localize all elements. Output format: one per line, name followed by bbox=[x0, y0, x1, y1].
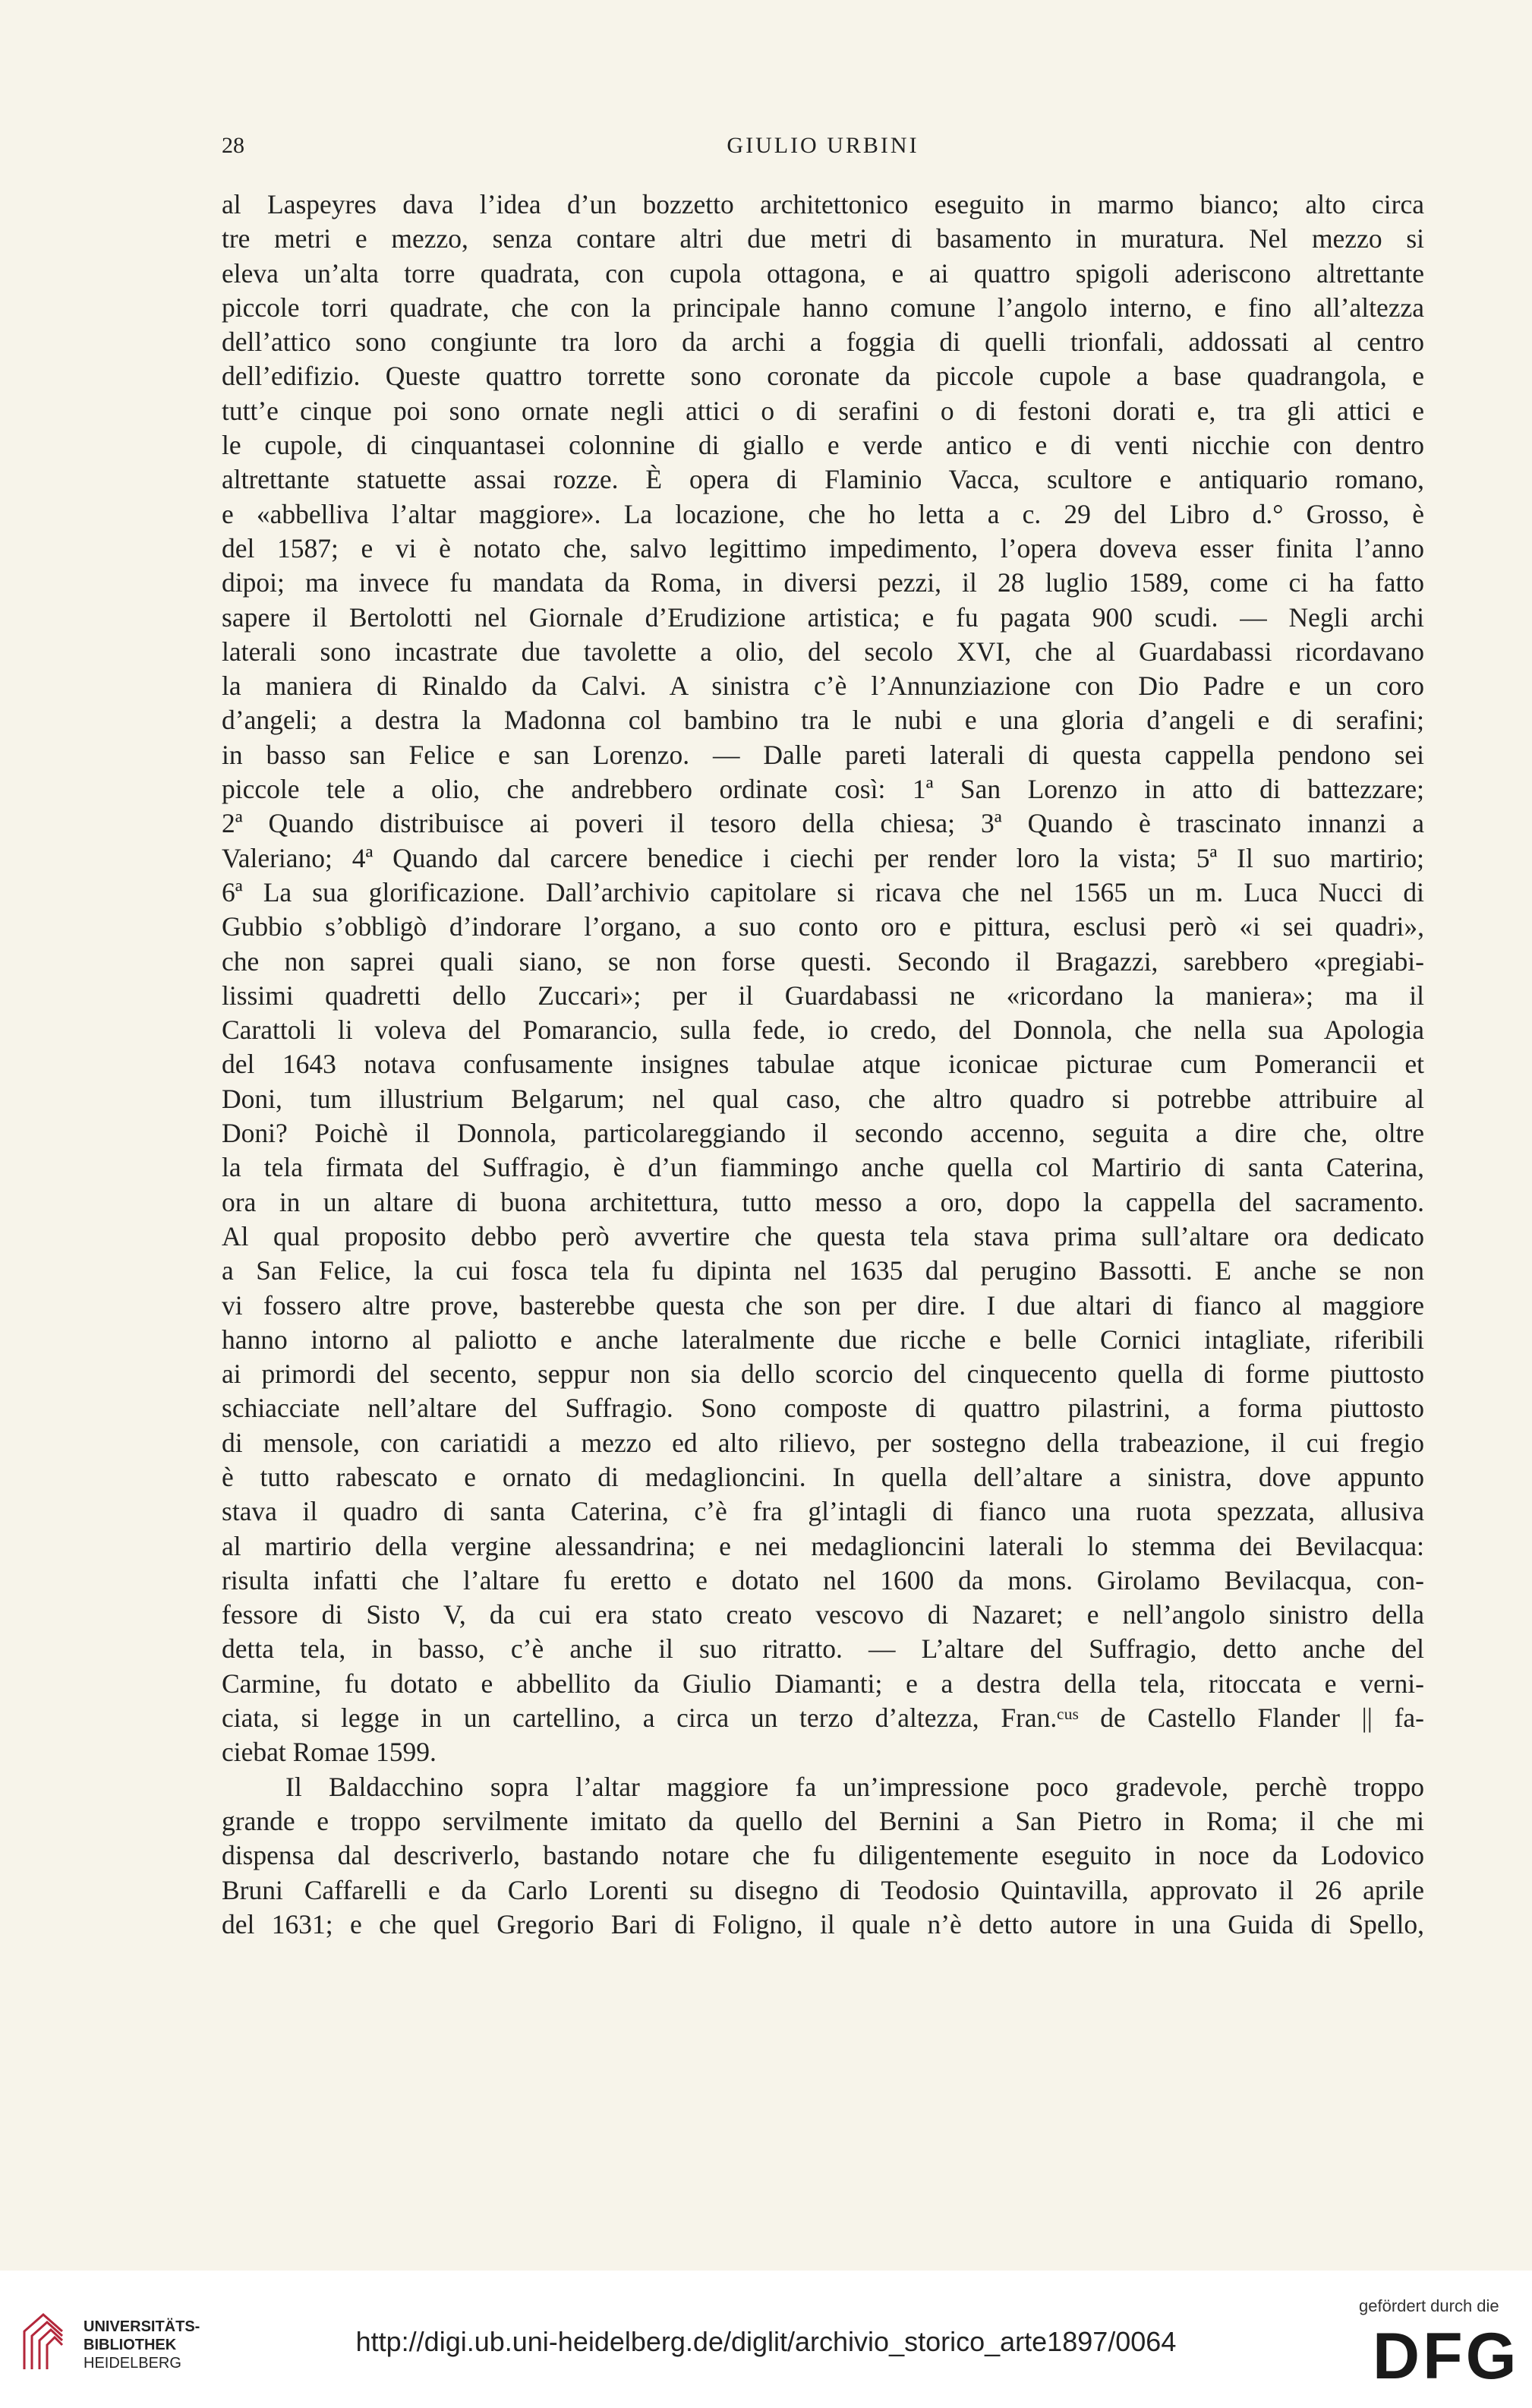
text-line: sapere il Bertolotti nel Giornale d’Erudizione artistica; e fu pagata 900 scudi. — Negli archi bbox=[222, 601, 1424, 633]
text-line: Carattoli li voleva del Pomarancio, sulla fede, io credo, del Donnola, che nella sua Apologia bbox=[222, 1015, 1424, 1046]
text-line: al Laspeyres dava l’idea d’un bozzetto architettonico eseguito in marmo bianco; alto circa bbox=[222, 189, 1424, 219]
text-line: di mensole, con cariatidi a mezzo ed alto rilievo, per sostegno della trabeazione, il cui fregio bbox=[222, 1427, 1424, 1458]
text-line: del 1631; e che quel Gregorio Bari di Foligno, il quale n’è detto autore in una Guida di Spello, bbox=[222, 1908, 1424, 1939]
page-header bbox=[222, 133, 1424, 171]
text-line: ciata, si legge in un cartellino, a circa un terzo d’altezza, Fran.ᶜᵘˢ de Castello Flander || fa- bbox=[222, 1703, 1424, 1734]
text-line: la tela firmata del Suffragio, è d’un fiammingo anche quella col Martirio di santa Caterina, bbox=[222, 1152, 1424, 1183]
text-line: in basso san Felice e san Lorenzo. — Dalle pareti laterali di questa cappella pendono sei bbox=[222, 739, 1424, 770]
text-line: 2ª Quando distribuisce ai poveri il tesoro della chiesa; 3ª Quando è trascinato innanzi a bbox=[222, 808, 1424, 839]
text-line: risulta infatti che l’altare fu eretto e dotato nel 1600 da mons. Girolamo Bevilacqua, con- bbox=[222, 1564, 1424, 1595]
text-line: Gubbio s’obbligò d’indorare l’organo, a suo conto oro e pittura, esclusi però «i sei quadri», bbox=[222, 911, 1424, 942]
text-line: al martirio della vergine alessandrina; e nei medaglioncini laterali lo stemma dei Bevilacqua: bbox=[222, 1530, 1424, 1561]
text-line: altrettante statuette assai rozze. È opera di Flaminio Vacca, scultore e antiquario romano, bbox=[222, 464, 1424, 495]
text-line: Valeriano; 4ª Quando dal carcere benedice i ciechi per render loro la vista; 5ª Il suo martirio; bbox=[222, 842, 1424, 873]
text-line: Doni? Poichè il Donnola, particolareggiando il secondo accenno, seguita a dire che, oltre bbox=[222, 1118, 1424, 1149]
text-line: lissimi quadretti dello Zuccari»; per il Guardabassi ne «ricordano la maniera»; ma il bbox=[222, 980, 1424, 1011]
text-line: 6ª La sua glorificazione. Dall’archivio capitolare si ricava che nel 1565 un m. Luca Nucci di bbox=[222, 876, 1424, 907]
text-line: ai primordi del secento, seppur non sia dello scorcio del cinquecento quella di forme piuttosto bbox=[222, 1359, 1424, 1390]
text-line: Carmine, fu dotato e abbellito da Giulio Diamanti; e a destra della tela, ritoccata e verni- bbox=[222, 1668, 1424, 1699]
text-line: la maniera di Rinaldo da Calvi. A sinistra c’è l’Annunziazione con Dio Padre e un coro bbox=[222, 671, 1424, 702]
text-line: ora in un altare di buona architettura, tutto messo a oro, dopo la cappella del sacramento. bbox=[222, 1186, 1424, 1217]
text-line: del 1587; e vi è notato che, salvo legittimo impedimento, l’opera doveva esser finita l’anno bbox=[222, 532, 1424, 563]
funded-by-label: gefördert durch die bbox=[1359, 2296, 1499, 2315]
text-line: tutt’e cinque poi sono ornate negli attici o di serafini o di festoni dorati e, tra gli attici e bbox=[222, 395, 1424, 426]
text-line: e «abbelliva l’altar maggiore». La locazione, che ho letta a c. 29 del Libro d.° Grosso, è bbox=[222, 498, 1424, 529]
footer bbox=[0, 2271, 1532, 2408]
text-line: dispensa dal descriverlo, bastando notare che fu diligentemente eseguito in noce da Lodovico bbox=[222, 1840, 1424, 1871]
text-line: piccole tele a olio, che andrebbero ordinate così: 1ª San Lorenzo in atto di battezzare; bbox=[222, 774, 1424, 805]
text-line: del 1643 notava confusamente insignes tabulae atque iconicae picturae cum Pomerancii et bbox=[222, 1049, 1424, 1080]
text-line: dipoi; ma invece fu mandata da Roma, in diversi pezzi, il 28 luglio 1589, come ci ha fatto bbox=[222, 567, 1424, 598]
page-number: 28 bbox=[222, 133, 244, 158]
running-title: GIULIO URBINI bbox=[727, 133, 919, 158]
text-line: grande e troppo servilmente imitato da quello del Bernini a San Pietro in Roma; il che mi bbox=[222, 1805, 1424, 1836]
text-line: Al qual proposito debbo però avvertire che questa tela stava prima sull’altare ora dedicato bbox=[222, 1220, 1424, 1251]
text-line: a San Felice, la cui fosca tela fu dipinta nel 1635 dal perugino Bassotti. E anche se non bbox=[222, 1255, 1424, 1286]
text-line: d’angeli; a destra la Madonna col bambino tra le nubi e una gloria d’angeli e di serafini; bbox=[222, 705, 1424, 736]
text-line: dell’edifizio. Queste quattro torrette sono coronate da piccole cupole a base quadrangola, e bbox=[222, 361, 1424, 392]
text-line: piccole torri quadrate, che con la principale hanno comune l’angolo interno, e fino all’altezza bbox=[222, 292, 1424, 323]
institution-line: HEIDELBERG bbox=[84, 2355, 181, 2372]
text-line: fessore di Sisto V, da cui era stato creato vescovo di Nazaret; e nell’angolo sinistro della bbox=[222, 1599, 1424, 1630]
text-line: Doni, tum illustrium Belgarum; nel qual caso, che altro quadro si potrebbe attribuire al bbox=[222, 1083, 1424, 1114]
text-line: hanno intorno al paliotto e anche lateralmente due ricche e belle Cornici intagliate, riferibili bbox=[222, 1324, 1424, 1355]
text-line: che non saprei quali siano, se non forse questi. Secondo il Bragazzi, sarebbero «pregiabi- bbox=[222, 945, 1424, 977]
text-line: è tutto rabescato e ornato di medaglioncini. In quella dell’altare a sinistra, dove appunto bbox=[222, 1461, 1424, 1492]
text-line: schiacciate nell’altare del Suffragio. Sono composte di quattro pilastrini, a forma piuttosto bbox=[222, 1393, 1424, 1424]
document-url[interactable]: http://digi.ub.uni-heidelberg.de/diglit/archivio_storico_arte1897/0064 bbox=[355, 2326, 1177, 2357]
text-line: le cupole, di cinquantasei colonnine di giallo e verde antico e di venti nicchie con dentro bbox=[222, 430, 1424, 461]
text-line: vi fossero altre prove, basterebbe questa che son per dire. I due altari di fianco al maggiore bbox=[222, 1289, 1424, 1321]
text-line: detta tela, in basso, c’è anche il suo ritratto. — L’altare del Suffragio, detto anche del bbox=[222, 1633, 1424, 1665]
institution-line: UNIVERSITÄTS- bbox=[84, 2318, 200, 2335]
institution-line: BIBLIOTHEK bbox=[84, 2337, 177, 2353]
text-line: Bruni Caffarelli e da Carlo Lorenti su disegno di Teodosio Quintavilla, approvato il 26 aprile bbox=[222, 1874, 1424, 1905]
body-text bbox=[222, 188, 1424, 1942]
text-line: tre metri e mezzo, senza contare altri due metri di basamento in muratura. Nel mezzo si bbox=[222, 223, 1424, 254]
text-line: stava il quadro di santa Caterina, c’è fra gl’intagli di fianco una ruota spezzata, allusiva bbox=[222, 1496, 1424, 1527]
text-line: eleva un’alta torre quadrata, con cupola ottagona, e ai quattro spigoli aderiscono altrettante bbox=[222, 257, 1424, 289]
text-line: dell’attico sono congiunte tra loro da archi a foggia di quelli trionfali, addossati al centro bbox=[222, 327, 1424, 358]
dfg-logo: DFG bbox=[1373, 2320, 1520, 2393]
text-line: Il Baldacchino sopra l’altar maggiore fa un’impressione poco gradevole, perchè troppo bbox=[285, 1771, 1424, 1802]
text-line: ciebat Romae 1599. bbox=[222, 1737, 437, 1768]
text-line: laterali sono incastrate due tavolette a olio, del secolo XVI, che al Guardabassi ricordavano bbox=[222, 636, 1424, 667]
